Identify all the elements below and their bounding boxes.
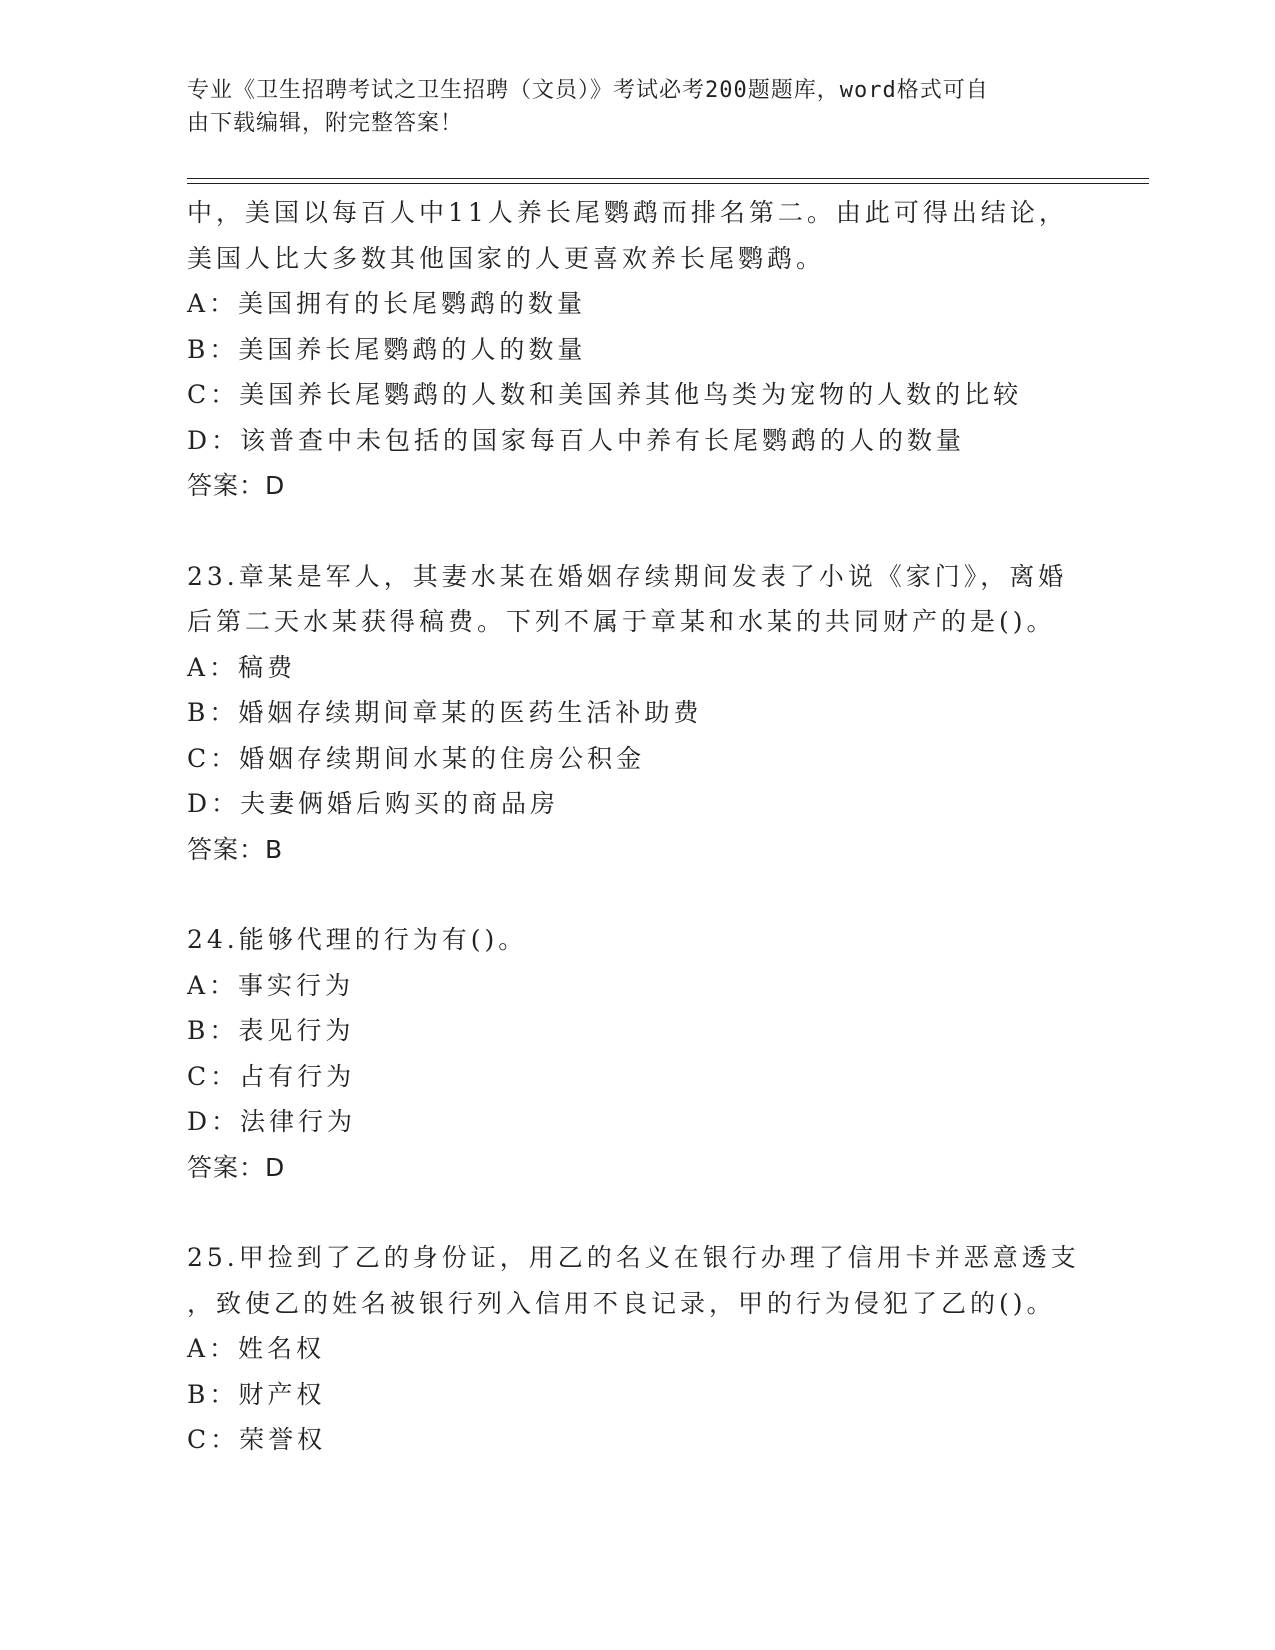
question-text-line: 23.章某是军人，其妻水某在婚姻存续期间发表了小说《家门》，离婚	[187, 561, 1068, 591]
answer-label: 答案：D	[187, 471, 286, 500]
document-body	[187, 190, 1107, 1463]
question-spacer	[187, 1190, 1107, 1235]
question-text-line: 美国人比大多数其他国家的人更喜欢养长尾鹦鹉。	[187, 243, 826, 273]
option-d: D：夫妻俩婚后购买的商品房	[187, 789, 560, 818]
question-text-line: 24.能够代理的行为有()。	[187, 925, 528, 954]
option-b: B：美国养长尾鹦鹉的人的数量	[187, 334, 587, 364]
option-c: C：美国养长尾鹦鹉的人数和美国养其他鸟类为宠物的人数的比较	[187, 380, 1023, 409]
header-line-1: 专业《卫生招聘考试之卫生招聘（文员）》考试必考200题题库，word格式可自	[187, 78, 989, 103]
question-text-line: 中，美国以每百人中11人养长尾鹦鹉而排名第二。由此可得出结论，	[187, 198, 1068, 227]
option-d: D：法律行为	[187, 1107, 357, 1136]
document-header	[187, 74, 1067, 140]
option-a: A：姓名权	[187, 1334, 326, 1363]
option-d: D：该普查中未包括的国家每百人中养有长尾鹦鹉的人的数量	[187, 425, 966, 455]
option-b: B：财产权	[187, 1379, 326, 1409]
option-b: B：表见行为	[187, 1016, 355, 1045]
question-text-line: 后第二天水某获得稿费。下列不属于章某和水某的共同财产的是()。	[187, 607, 1056, 636]
question-23	[187, 554, 1107, 873]
option-c: C：占有行为	[187, 1061, 356, 1091]
header-line-2: 由下载编辑，附完整答案！	[187, 111, 464, 136]
question-text-line: 25.甲捡到了乙的身份证，用乙的名义在银行办理了信用卡并恶意透支	[187, 1243, 1080, 1272]
question-25	[187, 1235, 1107, 1463]
question-24	[187, 917, 1107, 1190]
header-divider-bottom	[187, 183, 1149, 184]
question-spacer	[187, 509, 1107, 554]
question-spacer	[187, 872, 1107, 917]
header-divider-top	[187, 178, 1149, 179]
option-c: C：荣誉权	[187, 1425, 327, 1454]
option-a: A：稿费	[187, 652, 297, 682]
option-a: A：美国拥有的长尾鹦鹉的数量	[187, 289, 587, 318]
question-text-line: ，致使乙的姓名被银行列入信用不良记录，甲的行为侵犯了乙的()。	[187, 1288, 1056, 1318]
option-c: C：婚姻存续期间水某的住房公积金	[187, 743, 646, 773]
answer-label: 答案：B	[187, 834, 284, 864]
option-a: A：事实行为	[187, 970, 355, 1000]
option-b: B：婚姻存续期间章某的医药生活补助费	[187, 698, 703, 727]
answer-label: 答案：D	[187, 1152, 286, 1182]
question-22-continued	[187, 190, 1107, 509]
